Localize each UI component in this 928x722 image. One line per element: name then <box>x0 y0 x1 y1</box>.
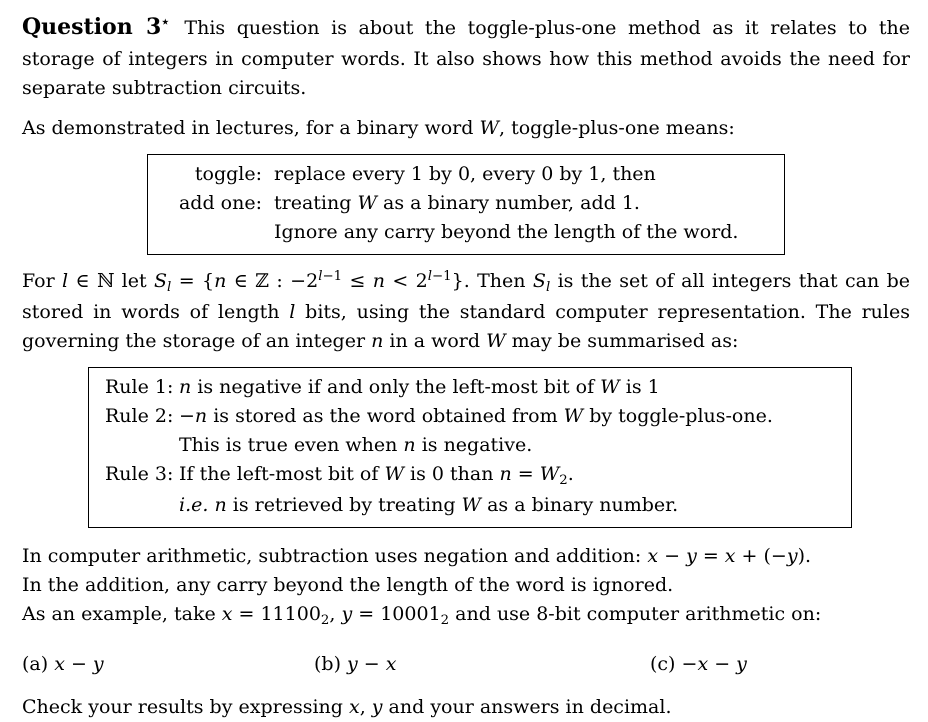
text-segment: is 1 <box>619 376 660 398</box>
rule-2-row <box>105 402 839 431</box>
text-segment: by toggle-plus-one. <box>583 405 773 427</box>
text-segment: treating <box>274 192 358 214</box>
math-segment: l <box>545 279 551 295</box>
subquestion-b <box>314 650 650 679</box>
text-segment: − <box>64 653 93 675</box>
math-segment: x <box>221 603 233 625</box>
math-segment: x <box>724 545 736 567</box>
math-segment: l <box>289 301 296 323</box>
text-segment: as a binary number. <box>481 494 679 516</box>
text-segment: This is true even when <box>179 434 404 456</box>
ignore-carry-row <box>158 218 774 247</box>
text-segment: is 0 than <box>403 463 500 485</box>
math-segment: n <box>214 494 227 516</box>
text-segment: is retrieved by treating <box>226 494 462 516</box>
text-segment: bits, using the standard computer representation. The rules governing the storage of an integer <box>22 301 910 352</box>
math-segment: W <box>384 463 404 485</box>
text-segment: replace every 1 by 0, every 0 by 1, then <box>274 163 656 185</box>
math-segment: n <box>371 330 384 352</box>
add-one-row <box>158 189 774 218</box>
ignore-carry-row-desc <box>274 218 774 247</box>
text-segment: is stored as the word obtained from <box>207 405 564 427</box>
math-segment: 2 <box>440 612 450 628</box>
math-segment: n <box>403 434 416 456</box>
math-segment: n <box>372 270 385 292</box>
text-segment: = <box>696 545 725 567</box>
math-segment: W <box>600 376 620 398</box>
text-segment: If the left-most bit of <box>179 463 385 485</box>
set-definition-paragraph <box>22 267 910 356</box>
math-segment: x <box>697 653 709 675</box>
math-segment: S <box>154 270 168 292</box>
text-segment: − <box>681 653 698 675</box>
storage-rules-box <box>88 367 852 528</box>
text-segment: For <box>22 270 63 292</box>
subquestion-c <box>650 650 910 679</box>
text-segment: (c) <box>650 653 682 675</box>
text-segment: − <box>179 405 195 427</box>
text-segment: and use 8-bit computer arithmetic on: <box>449 603 822 625</box>
math-segment: n <box>179 376 192 398</box>
lead-in-paragraph <box>22 114 910 143</box>
text-segment: Ignore any carry beyond the length of the word. <box>274 221 739 243</box>
text-segment: in a word <box>383 330 487 352</box>
text-segment: , <box>359 696 372 718</box>
example-values-line <box>22 600 910 631</box>
math-segment: W <box>479 117 499 139</box>
question-label: Question 3 <box>22 14 162 40</box>
math-segment: n <box>214 270 227 292</box>
math-segment: S <box>532 270 546 292</box>
question-number <box>22 14 169 40</box>
math-segment: y <box>371 696 383 718</box>
math-segment: 2 <box>559 472 568 488</box>
text-segment: = <box>511 463 540 485</box>
subquestions-row <box>22 650 910 679</box>
math-segment: x <box>348 696 360 718</box>
text-segment: (b) <box>314 653 348 675</box>
math-segment: y <box>347 653 358 675</box>
math-segment: l <box>167 279 172 295</box>
text-segment: + (− <box>735 545 787 567</box>
text-segment: is negative if and only the left-most bit of <box>191 376 601 398</box>
toggle-row <box>158 160 774 189</box>
math-segment: x <box>647 545 659 567</box>
math-segment: y <box>92 653 104 675</box>
math-segment: −1 <box>322 268 343 284</box>
text-segment: As an example, take <box>22 603 222 625</box>
rule-3-row <box>105 460 839 491</box>
math-segment: y <box>736 653 747 675</box>
subquestion-a <box>22 650 314 679</box>
text-segment: may be summarised as: <box>505 330 739 352</box>
text-segment: , <box>329 603 342 625</box>
text-segment: ∈ ℤ : −2 <box>226 270 319 292</box>
math-segment: W <box>539 463 560 485</box>
text-segment: is negative. <box>415 434 533 456</box>
rule-3-desc <box>179 460 839 491</box>
math-segment: y <box>786 545 798 567</box>
question-star: ⋆ <box>161 14 170 30</box>
rule-3-continuation-label <box>105 491 165 520</box>
text-segment: = 11100 <box>232 603 321 625</box>
math-segment: W <box>357 192 377 214</box>
question-intro-paragraph <box>22 13 910 103</box>
text-segment: As demonstrated in lectures, for a binary word <box>22 117 480 139</box>
rule-3-continuation-row <box>105 491 839 520</box>
text-segment: (a) <box>22 653 55 675</box>
math-segment: n <box>194 405 208 427</box>
math-segment: l <box>62 270 69 292</box>
text-segment: . <box>567 463 574 485</box>
rule-3-label: Rule 3: <box>105 463 174 485</box>
text-segment: − <box>658 545 687 567</box>
math-segment: x <box>385 653 397 675</box>
rule-1-desc <box>179 373 839 402</box>
math-segment: y <box>686 545 697 567</box>
text-segment: ). <box>797 545 812 567</box>
rule-2-desc <box>179 402 839 431</box>
text-segment: is the set of all integers that can be stored in words of length <box>22 270 910 323</box>
toggle-row-label: toggle: <box>194 163 262 185</box>
text-segment: − <box>357 653 386 675</box>
rule-2-label: Rule 2: <box>105 405 174 427</box>
math-segment: W <box>486 330 506 352</box>
math-segment: W <box>461 494 482 516</box>
closing-line <box>22 693 910 722</box>
carry-ignored-line <box>22 571 910 600</box>
rule-2-continuation-desc <box>179 431 839 460</box>
text-segment: Check your results by expressing <box>22 696 349 718</box>
toggle-definition-box <box>147 154 785 255</box>
math-segment: l <box>318 268 323 284</box>
rule-3-continuation-desc <box>179 491 839 520</box>
text-segment: and your answers in decimal. <box>382 696 672 718</box>
math-segment: l <box>427 268 433 284</box>
math-segment: W <box>563 405 584 427</box>
text-segment: as a binary number, add 1. <box>376 192 640 214</box>
ignore-carry-row-label <box>158 218 262 247</box>
text-segment: ∈ ℕ let <box>68 270 155 292</box>
toggle-row-desc <box>274 160 774 189</box>
rule-2-continuation-row <box>105 431 839 460</box>
math-segment: x <box>54 653 65 675</box>
rule-1-label: Rule 1: <box>105 376 174 398</box>
text-segment: < 2 <box>384 270 428 292</box>
text-segment: = 10001 <box>352 603 441 625</box>
add-one-row-desc <box>274 189 774 218</box>
question-intro-text: This question is about the toggle-plus-one method as it relates to the storage of integers in computer words. It also shows how this method avoids the need for separate subtraction circuits. <box>22 17 911 99</box>
rule-1-row <box>105 373 839 402</box>
text-segment: In the addition, any carry beyond the length of the word is ignored. <box>22 574 674 596</box>
text-segment: , toggle-plus-one means: <box>498 117 735 139</box>
math-segment: i.e. <box>179 494 209 516</box>
math-segment: −1 <box>432 268 452 284</box>
subtraction-identity-line <box>22 542 910 571</box>
text-segment: − <box>708 653 737 675</box>
text-segment: }. Then <box>451 270 533 292</box>
add-one-row-label: add one: <box>178 192 262 214</box>
text-segment: In computer arithmetic, subtraction uses negation and addition: <box>22 545 648 567</box>
math-segment: n <box>499 463 512 485</box>
rule-2-continuation-label <box>105 431 165 460</box>
text-segment: ≤ <box>342 270 373 292</box>
math-segment: 2 <box>320 612 330 628</box>
text-segment: = { <box>171 270 215 292</box>
math-segment: y <box>341 603 353 625</box>
